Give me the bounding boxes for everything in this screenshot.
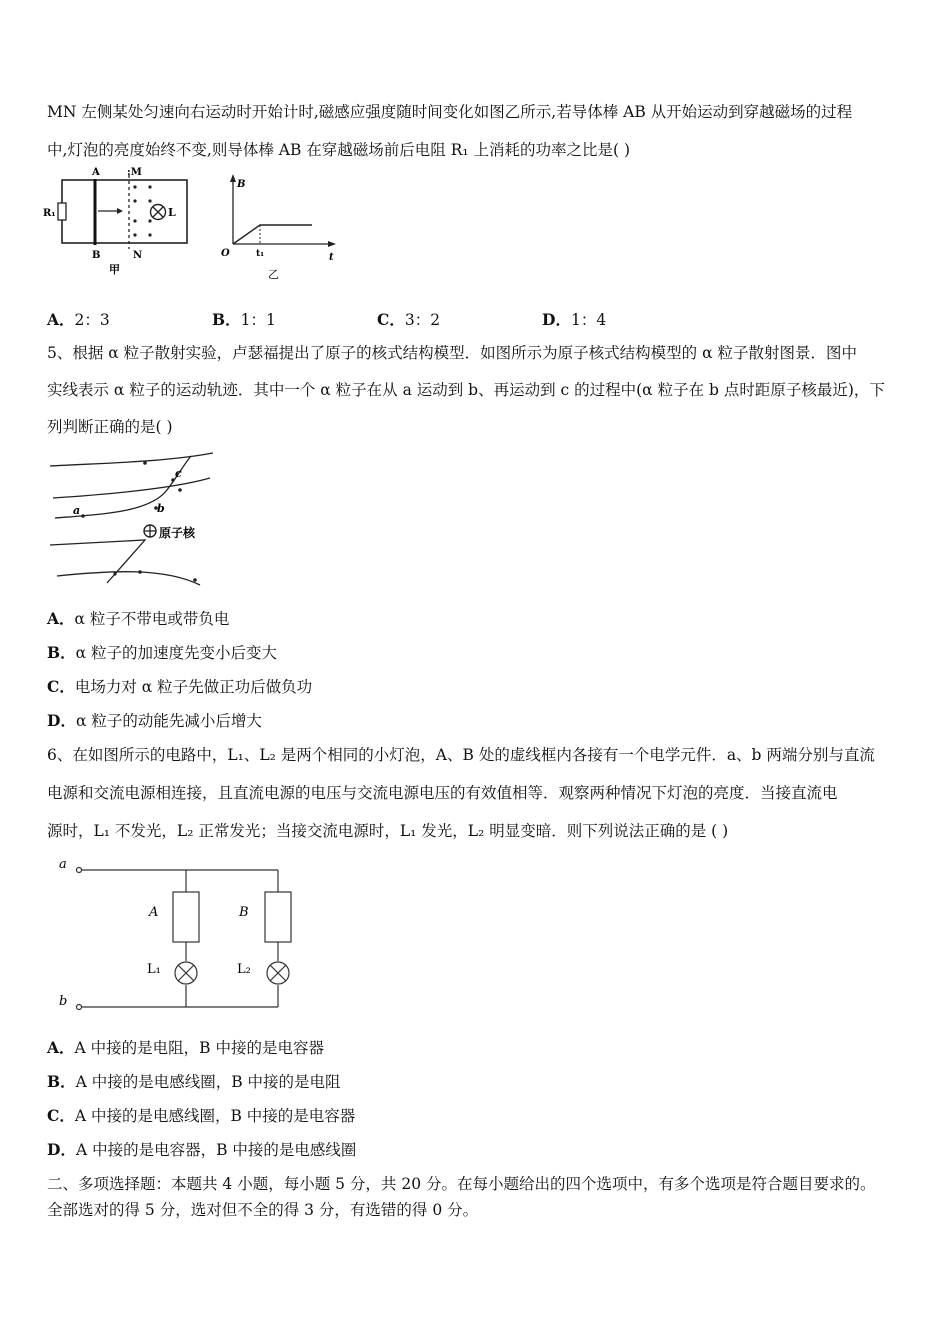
box-label-A: A: [149, 905, 159, 920]
trajectory-label-b: b: [157, 502, 165, 515]
q6-stem-line-3: 源时，L₁ 不发光，L₂ 正常发光；当接交流电源时，L₁ 发光，L₂ 明显变暗．则下列说法正确的是 ( ): [47, 822, 729, 840]
trajectory-label-a: a: [73, 504, 81, 517]
q5-stem-line-1: 5、根据 α 粒子散射实验，卢瑟福提出了原子的核式结构模型．如图所示为原子核式结构模型的 α 粒子散射图景．图中: [47, 344, 858, 362]
trajectory-label-c: c: [175, 467, 182, 480]
fig-label-M: :M: [127, 167, 142, 178]
fig-label-L: L: [168, 206, 176, 219]
q4-option-c: C．3：2: [377, 310, 441, 329]
fig-caption-jia: 甲: [109, 263, 120, 276]
q4-stem-line-2: 中,灯泡的亮度始终不变,则导体棒 AB 在穿越磁场前后电阻 R₁ 上消耗的功率之比是( ): [47, 141, 631, 159]
graph-tick-t1: t₁: [256, 249, 265, 259]
q5-stem-line-3: 列判断正确的是( ): [47, 418, 173, 436]
q5-option-c: C．电场力对 α 粒子先做正功后做负功: [47, 677, 313, 696]
terminal-label-b: b: [59, 994, 68, 1009]
lamp-label-L2: L₂: [237, 962, 251, 977]
fig-label-A: A: [92, 167, 100, 178]
lamp-label-L1: L₁: [147, 962, 161, 977]
q4-option-a: A．2：3: [47, 310, 110, 329]
fig-label-N: N: [133, 250, 143, 261]
q5-option-d: D．α 粒子的动能先减小后增大: [47, 711, 262, 730]
section2-instructions-line-2: 全部选对的得 5 分，选对但不全的得 3 分，有选错的得 0 分。: [47, 1201, 479, 1219]
graph-axis-t: t: [329, 252, 334, 263]
fig-caption-yi: 乙: [268, 268, 279, 281]
q4-option-b: B．1：1: [212, 310, 276, 329]
graph-axis-B: B: [237, 179, 246, 190]
q6-figure-circuit: [55, 852, 305, 1014]
q6-option-d: D．A 中接的是电容器，B 中接的是电感线圈: [47, 1140, 357, 1159]
section2-instructions-line-1: 二、多项选择题：本题共 4 小题，每小题 5 分，共 20 分。在每小题给出的四个选项中，有多个选项是符合题目要求的。: [47, 1175, 876, 1193]
q5-option-a: A．α 粒子不带电或带负电: [47, 609, 230, 628]
q6-stem-line-2: 电源和交流电源相连接，且直流电源的电压与交流电源电压的有效值相等．观察两种情况下灯泡的亮度．当接直流电: [47, 784, 838, 802]
q5-option-b: B．α 粒子的加速度先变小后变大: [47, 643, 278, 662]
q6-option-b: B．A 中接的是电感线圈，B 中接的是电阻: [47, 1072, 341, 1091]
q4-figure-yi: [212, 170, 342, 282]
fig-label-R1: R₁: [43, 208, 56, 219]
terminal-label-a: a: [59, 857, 67, 872]
nucleus-label: 原子核: [159, 526, 196, 540]
q6-option-a: A．A 中接的是电阻，B 中接的是电容器: [47, 1038, 324, 1057]
q5-stem-line-2: 实线表示 α 粒子的运动轨迹．其中一个 α 粒子在从 a 运动到 b、再运动到 c 的过程中(α 粒子在 b 点时距原子核最近)，下: [47, 381, 885, 399]
q4-figure-jia: [40, 165, 200, 280]
q6-stem-line-1: 6、在如图所示的电路中，L₁、L₂ 是两个相同的小灯泡，A、B 处的虚线框内各接有一个电学元件．a、b 两端分别与直流: [47, 746, 875, 764]
q4-option-d: D．1：4: [542, 310, 607, 329]
q6-option-c: C．A 中接的是电感线圈，B 中接的是电容器: [47, 1106, 356, 1125]
fig-label-B: B: [92, 250, 101, 261]
q4-stem-line-1: MN 左侧某处匀速向右运动时开始计时,磁感应强度随时间变化如图乙所示,若导体棒 AB 从开始运动到穿越磁场的过程: [47, 103, 853, 121]
box-label-B: B: [239, 905, 249, 920]
q5-figure-scattering: [45, 448, 220, 588]
graph-origin-O: O: [221, 248, 230, 259]
